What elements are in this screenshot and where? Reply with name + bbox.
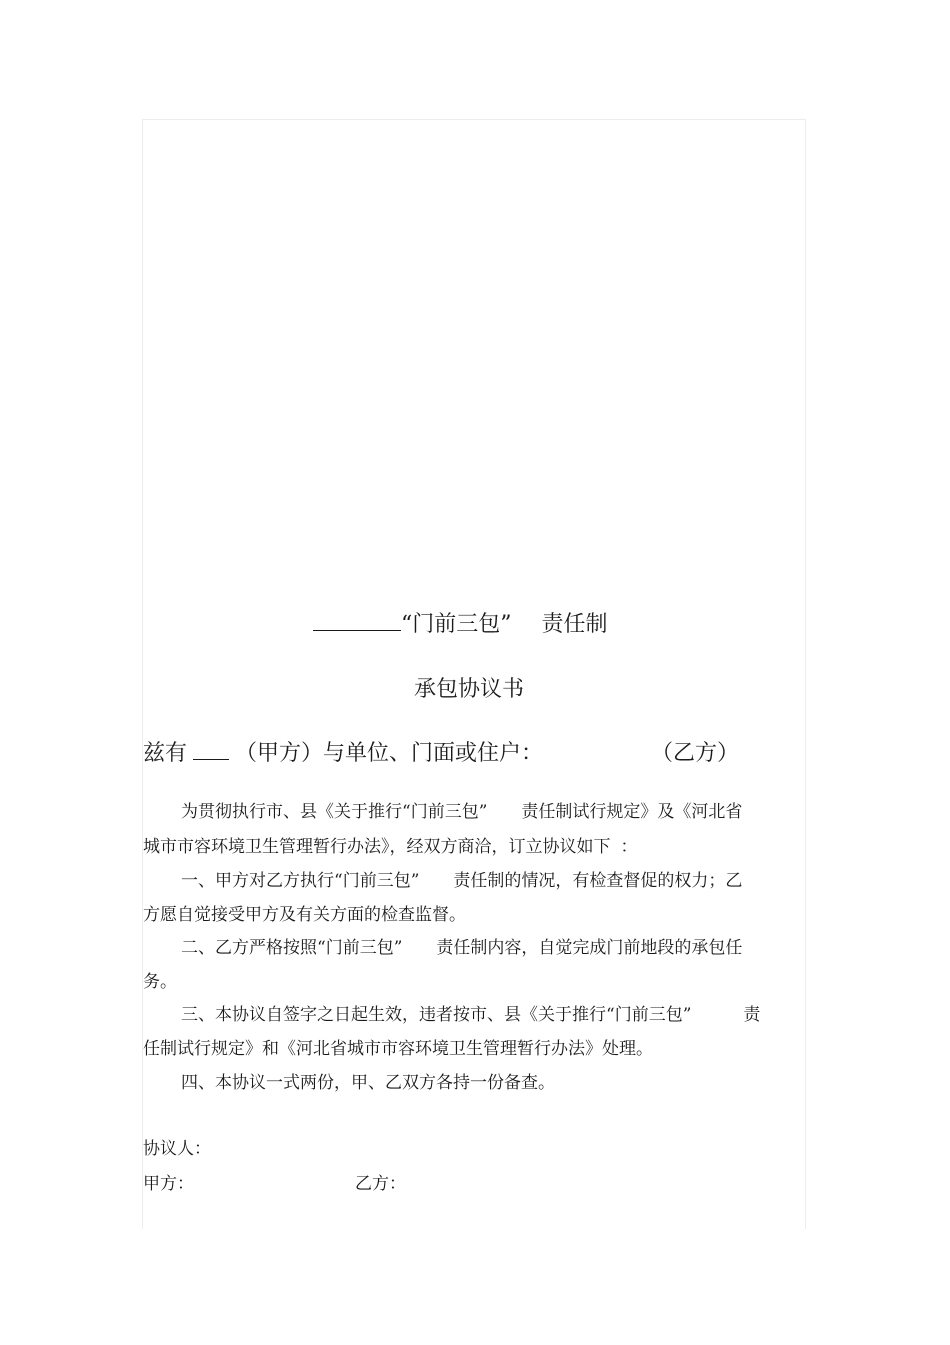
paragraph-1-line-1: [181, 800, 742, 824]
title-blank: [313, 608, 401, 631]
parties-line: [143, 737, 739, 771]
party-a-blank: [193, 739, 229, 760]
paragraph-4-text-a: 三、本协议自签字之日起生效，违者按市、县《关于推行“门前三包”: [181, 1005, 692, 1025]
paragraph-1-text-d: ：: [620, 837, 638, 857]
paragraph-2-text-b: 责任制的情况，有检查督促的权力；乙: [453, 871, 743, 891]
parties-prefix: 兹有: [143, 741, 188, 766]
paragraph-5-line-1: 四、本协议一式两份，甲、乙双方各持一份备查。: [181, 1073, 555, 1093]
title-suffix: 责任制: [541, 612, 608, 637]
paragraph-2-line-2: 方愿自觉接受甲方及有关方面的检查监督。: [143, 905, 466, 925]
signer-party-b: 乙方：: [355, 1174, 406, 1194]
title-quote: “门前三包”: [401, 612, 512, 637]
signers-label: 协议人：: [143, 1139, 211, 1159]
signer-party-a: 甲方：: [143, 1174, 194, 1194]
paragraph-4-line-2: 任制试行规定》和《河北省城市市容环境卫生管理暂行办法》处理。: [143, 1039, 653, 1059]
paragraph-2-line-1: [181, 869, 742, 893]
paragraph-3-text-b: 责任制内容，自觉完成门前地段的承包任: [436, 938, 743, 958]
paragraph-1-text-b: 责任制试行规定》及《河北省: [521, 802, 743, 822]
paragraph-3-text-a: 二、乙方严格按照“门前三包”: [181, 938, 403, 958]
document-subtitle: 承包协议书: [414, 677, 525, 702]
paragraph-3-line-2: 务。: [143, 972, 177, 992]
paragraph-4-text-b: 责: [743, 1005, 761, 1025]
paragraph-4-line-1: [181, 1003, 760, 1027]
paragraph-2-text-a: 一、甲方对乙方执行“门前三包”: [181, 871, 420, 891]
paragraph-3-line-1: [181, 936, 742, 960]
document-title: [313, 608, 608, 642]
party-a-text: （甲方）与单位、门面或住户：: [235, 741, 544, 766]
paragraph-1-text-c: 城市市容环境卫生管理暂行办法》，经双方商洽，订立协议如下: [143, 837, 611, 857]
paragraph-1-line-2: [143, 835, 638, 859]
paragraph-1-text-a: 为贯彻执行市、县《关于推行“门前三包”: [181, 802, 488, 822]
party-b-text: （乙方）: [651, 741, 740, 766]
